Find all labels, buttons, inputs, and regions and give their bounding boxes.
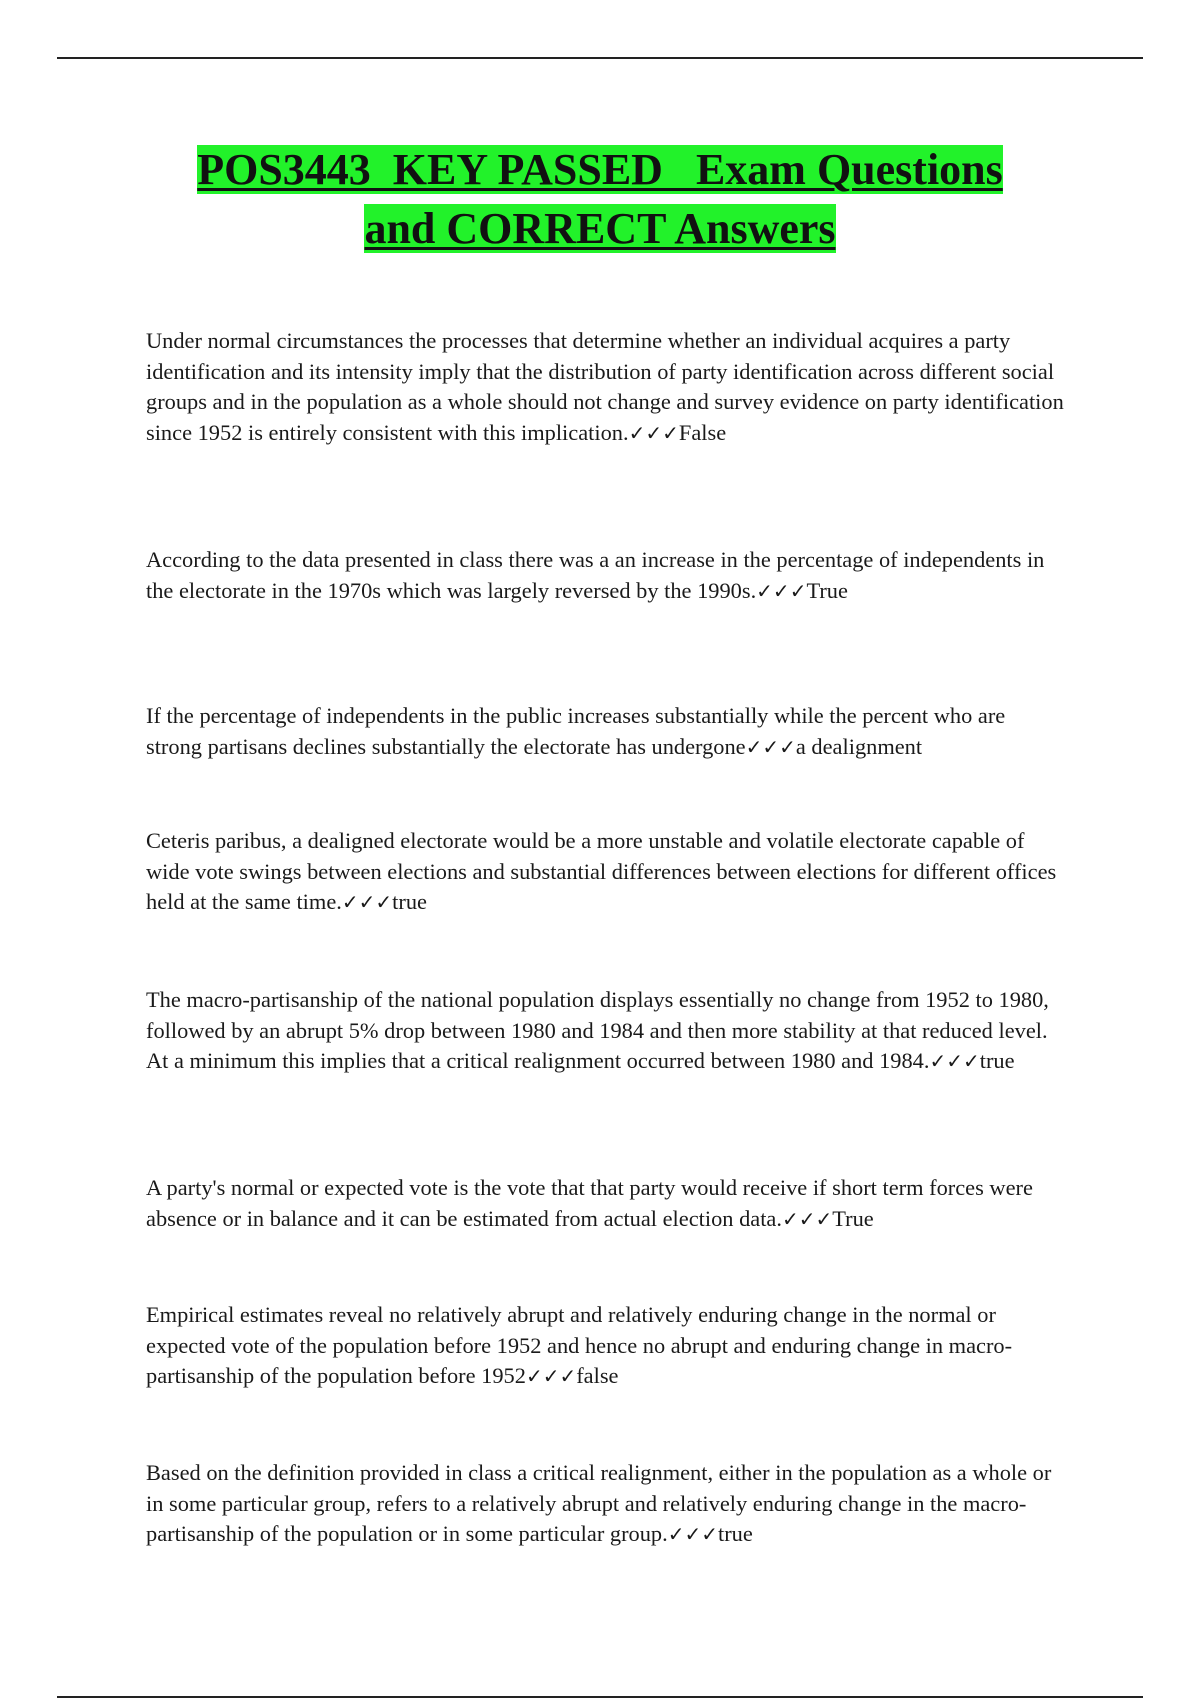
answer-text: True <box>806 577 848 603</box>
question-text: Ceteris paribus, a dealigned electorate would be a more unstable and volatile electorate capable of wide vote swings between elections and substantial differences between elections for different offices held at the same time. <box>146 828 1057 914</box>
question-answer-item <box>146 1300 1066 1392</box>
check-marks: ✓✓✓ <box>628 420 679 445</box>
document-title <box>100 140 1100 258</box>
answer-text: a dealignment <box>795 733 923 759</box>
question-text: If the percentage of independents in the public increases substantially while the percent who are strong partisans declines substantially the electorate has undergone <box>146 703 1006 759</box>
question-answer-item <box>146 326 1066 448</box>
check-marks: ✓✓✓ <box>756 578 807 603</box>
question-text: A party's normal or expected vote is the vote that that party would receive if short term forces were absence or in balance and it can be estimated from actual election data. <box>146 1175 1033 1231</box>
question-text: Under normal circumstances the processes that determine whether an individual acquires a party identification and its intensity imply that the distribution of party identification across different social groups and in the population as a whole should not change and survey evidence on party identification since 1952 is entirely consistent with this implication. <box>146 328 1064 445</box>
question-answer-item <box>146 701 1066 762</box>
answer-text: true <box>718 1521 753 1546</box>
question-answer-item <box>146 985 1066 1077</box>
bottom-rule <box>57 1696 1143 1698</box>
check-marks: ✓✓✓ <box>525 1364 577 1388</box>
question-answer-item <box>146 1173 1066 1234</box>
top-rule <box>57 57 1143 59</box>
title-line-2: and CORRECT Answers <box>364 204 836 253</box>
question-answer-item <box>146 1458 1066 1550</box>
check-marks: ✓✓✓ <box>781 1206 833 1231</box>
question-text: Based on the definition provided in class a critical realignment, either in the population as a whole or in some particular group, refers to a relatively abrupt and relatively enduring change in the macro-partisanship of the population or in some particular group. <box>146 1460 1052 1546</box>
check-marks: ✓✓✓ <box>929 1049 980 1073</box>
question-answer-item <box>146 826 1066 918</box>
check-marks: ✓✓✓ <box>341 890 393 914</box>
question-text: Empirical estimates reveal no relatively abrupt and relatively enduring change in the normal or expected vote of the population before 1952 and hence no abrupt and enduring change in macro-partisanship of the population before 1952 <box>146 1302 1013 1388</box>
answer-text: true <box>979 1048 1015 1073</box>
question-answer-item <box>146 545 1066 606</box>
check-marks: ✓✓✓ <box>667 1522 718 1546</box>
check-marks: ✓✓✓ <box>745 734 796 759</box>
title-line-1: POS3443 KEY PASSED Exam Questions <box>197 145 1003 194</box>
answer-text: True <box>832 1205 874 1231</box>
question-text: The macro-partisanship of the national population displays essentially no change from 1952 to 1980, followed by an abrupt 5% drop between 1980 and 1984 and then more stability at that reduced level. At a minimum this implies that a critical realignment occurred between 1980 and 1984. <box>146 987 1049 1073</box>
answer-text: false <box>576 1363 619 1388</box>
answer-text: False <box>678 419 727 445</box>
answer-text: true <box>392 889 427 914</box>
question-text: According to the data presented in class there was a an increase in the percentage of independents in the electorate in the 1970s which was largely reversed by the 1990s. <box>146 547 1045 603</box>
